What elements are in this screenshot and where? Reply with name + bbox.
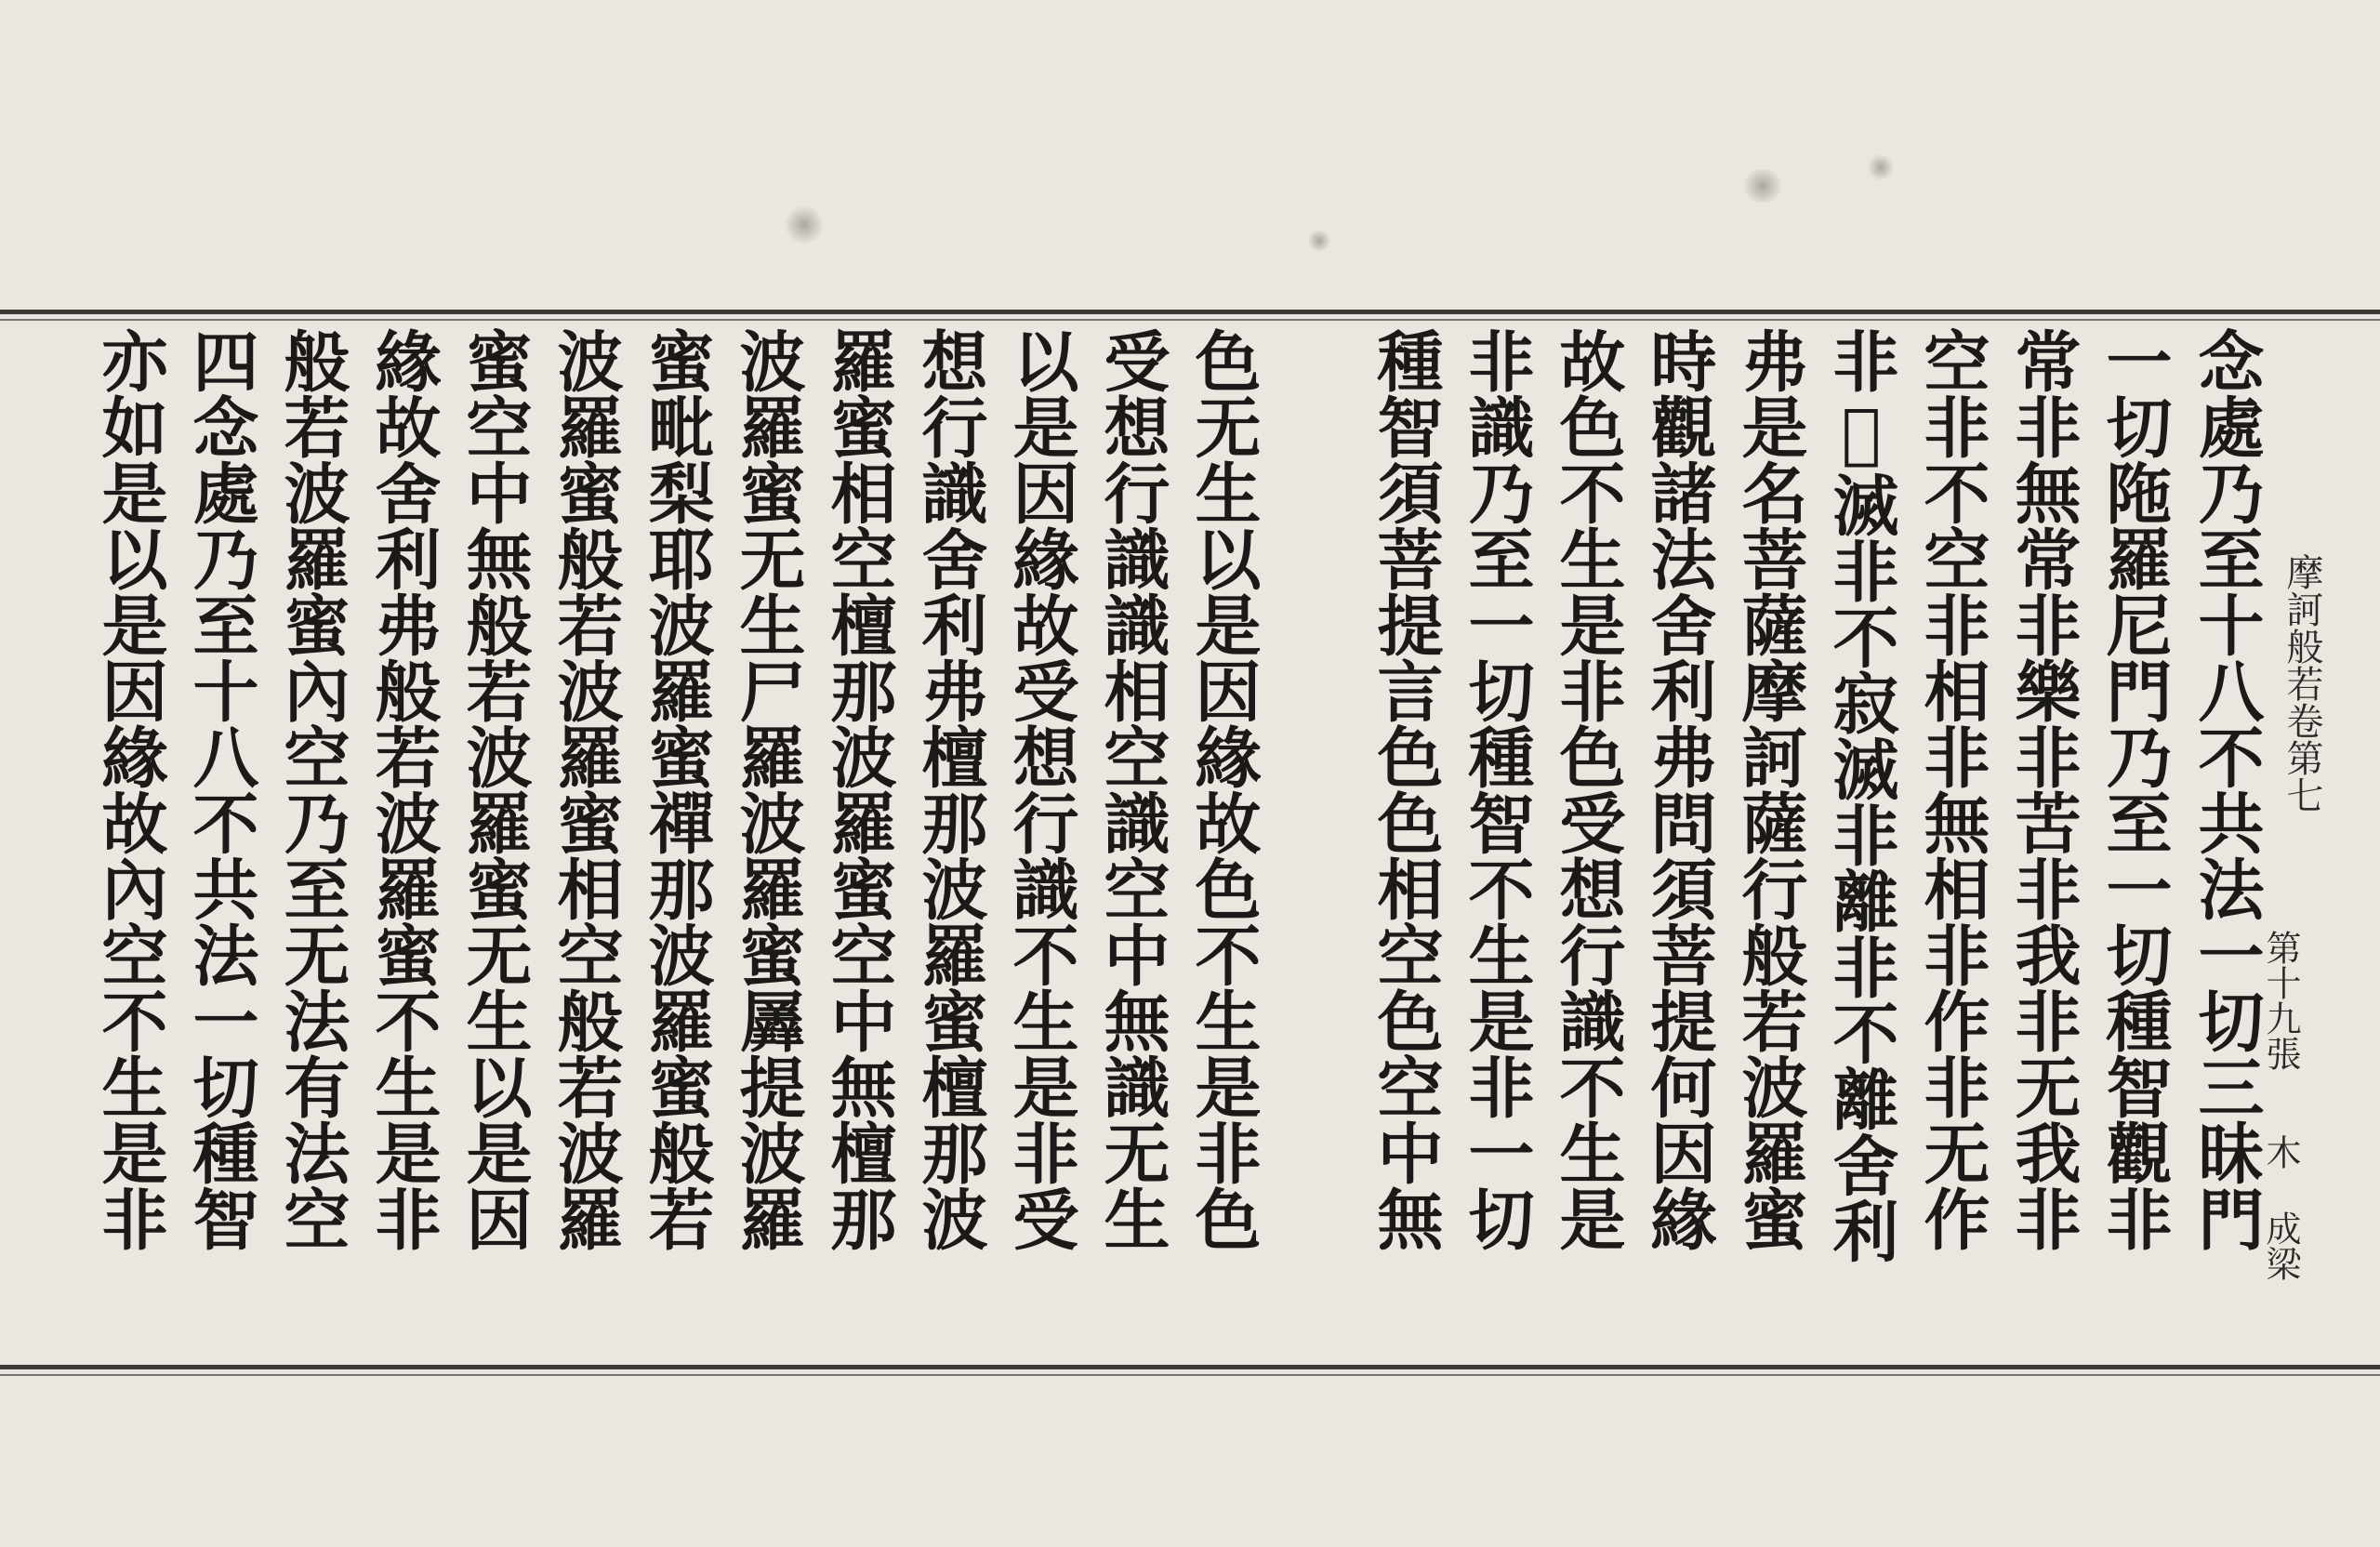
column-text: 四念處乃至十八不共法一切種智 xyxy=(182,327,260,1251)
column-text: 蜜空中無般若波羅蜜无生以是因 xyxy=(456,327,534,1251)
sutra-title-margin: 摩訶般若卷第七 xyxy=(2281,553,2323,813)
text-column xyxy=(638,327,716,1355)
column-text: 時觀諸法舍利弗問須菩提何因緣 xyxy=(1640,327,1718,1251)
text-column xyxy=(820,327,898,1355)
text-column xyxy=(1822,327,1900,1355)
text-column xyxy=(456,327,534,1355)
column-text: 般若波羅蜜內空乃至无法有法空 xyxy=(273,327,351,1251)
column-text: 非𥨊滅非不寂滅非離非不離舍利 xyxy=(1822,327,1900,1263)
text-column xyxy=(364,327,443,1355)
text-column xyxy=(91,327,169,1355)
text-column xyxy=(729,327,807,1355)
column-text: 亦如是以是因緣故內空不生是非 xyxy=(91,327,169,1251)
text-column xyxy=(1184,327,1263,1355)
text-column xyxy=(273,327,351,1355)
column-text: 以是因緣故受想行識不生是非受 xyxy=(1002,327,1080,1251)
bottom-border-rule xyxy=(0,1365,2380,1369)
column-text: 羅蜜相空檀那波羅蜜空中無檀那 xyxy=(820,327,898,1251)
column-text: 念處乃至十八不共法一切三昧門 xyxy=(2188,327,2266,1251)
text-column xyxy=(1367,327,1445,1355)
text-column xyxy=(2004,327,2082,1355)
column-text: 波羅蜜般若波羅蜜相空般若波羅 xyxy=(547,327,625,1251)
top-border-rule-inner xyxy=(0,319,2380,321)
column-text: 空非不空非相非無相非作非无作 xyxy=(1913,327,1991,1251)
text-column xyxy=(547,327,625,1355)
ink-stain xyxy=(783,206,826,244)
column-text: 蜜毗梨耶波羅蜜禪那波羅蜜般若 xyxy=(638,327,716,1251)
text-column xyxy=(911,327,989,1355)
top-border-rule xyxy=(0,310,2380,314)
text-column xyxy=(1458,327,1536,1355)
text-column xyxy=(1093,327,1171,1355)
column-text: 弗是名菩薩摩訶薩行般若波羅蜜 xyxy=(1731,327,1809,1251)
column-text: 非識乃至一切種智不生是非一切 xyxy=(1458,327,1536,1251)
column-text: 波羅蜜无生尸羅波羅蜜羼提波羅 xyxy=(729,327,807,1251)
text-column xyxy=(1549,327,1627,1355)
column-text: 一切陁羅尼門乃至一切種智觀非 xyxy=(2096,327,2174,1251)
column-text: 種智須菩提言色色相空色空中無 xyxy=(1367,327,1445,1251)
ink-stain xyxy=(1306,231,1332,251)
ink-stain xyxy=(1740,169,1785,203)
text-column xyxy=(1002,327,1080,1355)
column-text: 緣故舍利弗般若波羅蜜不生是非 xyxy=(364,327,443,1251)
column-text: 常非無常非樂非苦非我非无我非 xyxy=(2004,327,2082,1251)
text-column xyxy=(1731,327,1809,1355)
text-column xyxy=(1640,327,1718,1355)
column-text: 想行識舍利弗檀那波羅蜜檀那波 xyxy=(911,327,989,1251)
bottom-border-rule-inner xyxy=(0,1374,2380,1376)
column-text: 故色不生是非色受想行識不生是 xyxy=(1549,327,1627,1251)
text-column xyxy=(2188,327,2266,1355)
text-column xyxy=(2096,327,2174,1355)
carver-name-margin: 木 成梁 xyxy=(2260,1134,2301,1281)
text-column xyxy=(1913,327,1991,1355)
text-column xyxy=(182,327,260,1355)
ink-stain xyxy=(1867,154,1895,180)
leaf-number-margin: 第十九張 xyxy=(2260,930,2301,1071)
column-text: 色无生以是因緣故色不生是非色 xyxy=(1184,327,1263,1251)
column-text: 受想行識識相空識空中無識无生 xyxy=(1093,327,1171,1251)
